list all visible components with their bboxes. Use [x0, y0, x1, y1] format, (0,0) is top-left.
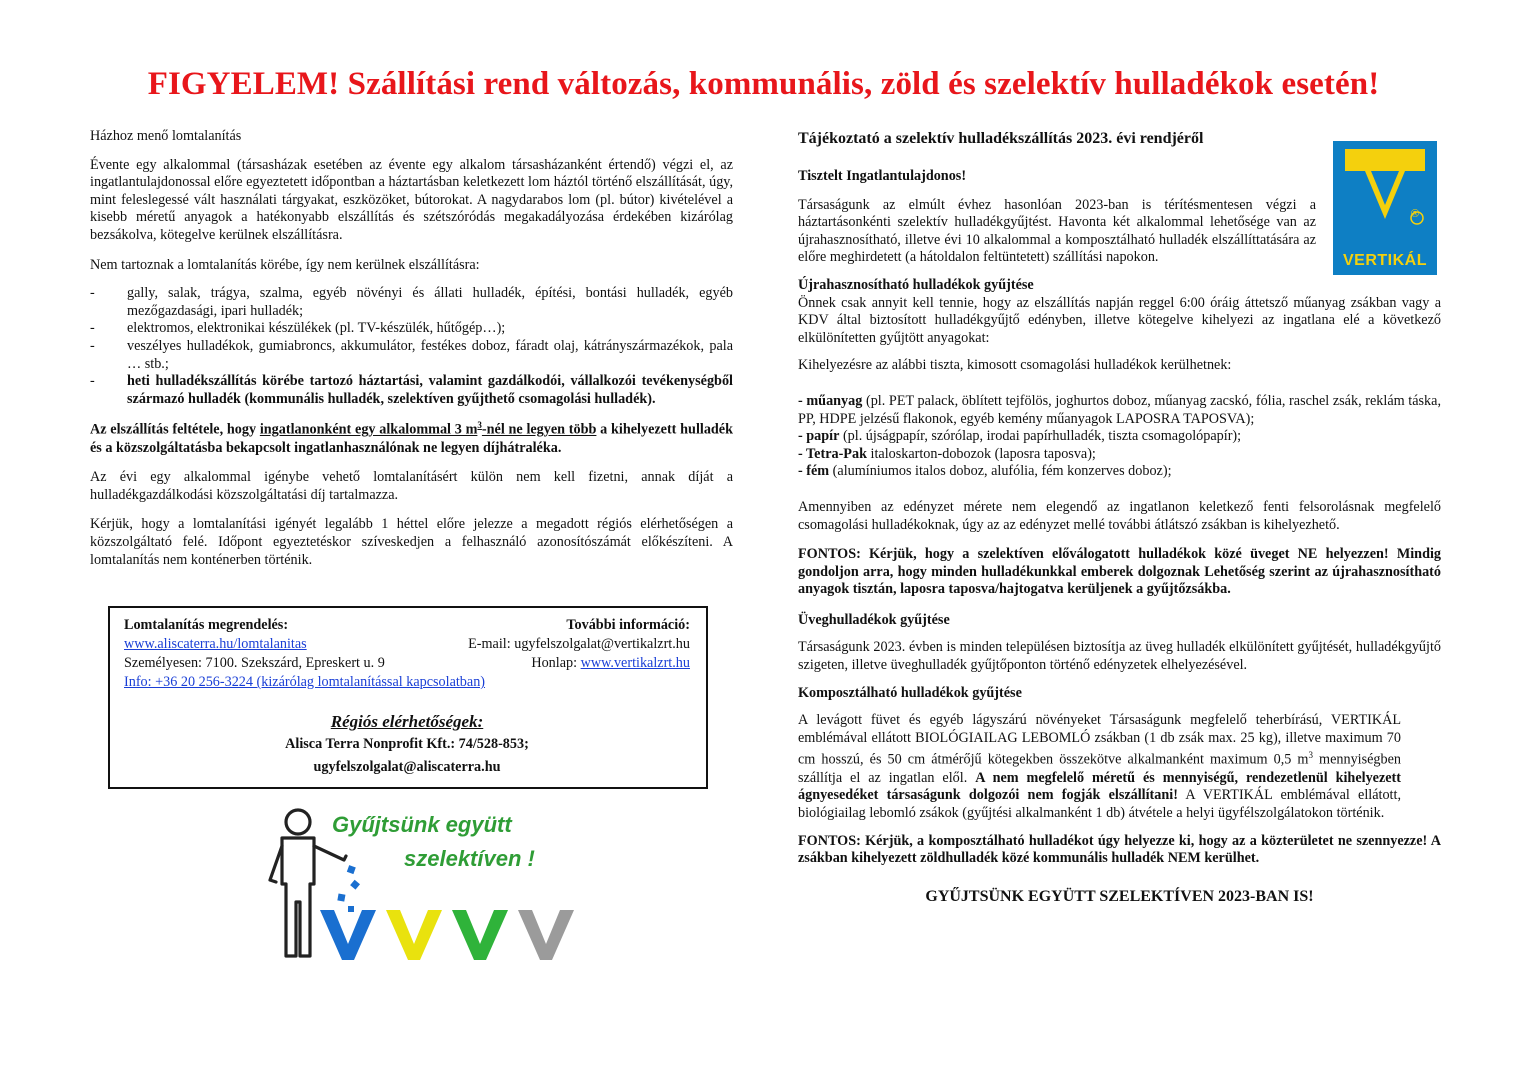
list-item: - elektromos, elektronikai készülékek (pl. TV-készülék, hűtőgép…);: [90, 320, 506, 337]
regional-title: Régiós elérhetőségek:: [330, 712, 484, 731]
compost-paragraph: A levágott füvet és egyéb lágyszárú növényeket Társaságunk megfelelő teherbírású, VERTIKÁL emblémával ellátott BIOLÓGIAILAG LEBOMLÓ zsákban (1 db zsák max. 25 kg), illetve maximum 70 cm hosszú, és 50 cm átmérőjű kötegekben összekötve alkalmanként maximum 0,5 $m^3$ mennyiségben szállítja el az ingatlan elől. A nem megfelelő méretű és mennyiségű, rendezetlenül kihelyezett ágnyesedéket társaságunk dolgozói nem fogják elszállítani! A VERTIKÁL emblémával ellátott, biológiailag lebomló zsákok (gyűjtési alkalmanként 1 db) átvétele a helyi ügyfélszolgálatokon történik.: [798, 712, 1401, 821]
bulky-waste-heading: Házhoz menő lomtalanítás: [90, 128, 242, 144]
banner-line1: Gyűjtsünk együtt: [332, 812, 512, 837]
list-item: - veszélyes hulladékok, gumiabroncs, akkumulátor, festékes doboz, fáradt olaj, kátrányszármazékok, pala … stb.;: [90, 337, 733, 372]
closing-slogan: GYŰJTSÜNK EGYÜTT SZELEKTÍVEN 2023-BAN IS!: [925, 887, 1314, 905]
exclusions-intro: Nem tartoznak a lomtalanítás körébe, így nem kerülnek elszállításra:: [90, 256, 480, 273]
contact-box: [108, 606, 708, 789]
condition-paragraph: Az elszállítás feltétele, hogy ingatlanonként egy alkalommal 3 $m^3$-nél ne legyen több a kihelyezett hulladék és a közszolgáltatásba bekapcsolt ingatlanhasználónak ne legyen díjhátraléka.: [90, 420, 733, 456]
fee-paragraph: Az évi egy alkalommal igénybe vehető lomtalanításért külön nem kell fizetni, annak díját a hulladékgazdálkodási közszolgáltatási díj tartalmazza.: [90, 469, 733, 503]
regional-line2: ugyfelszolgalat@aliscaterra.hu: [313, 759, 501, 775]
list-item: - Tetra-Pak italoskarton-dobozok (laposra taposva);: [798, 445, 1096, 462]
exclusions-list: [90, 285, 733, 408]
greeting: Tisztelt Ingatlantulajdonos!: [798, 168, 967, 184]
more-info-label: További információ:: [566, 617, 690, 633]
info-phone-link[interactable]: Info: +36 20 256-3224 (kizárólag lomtalanítással kapcsolatban): [124, 674, 486, 690]
right-column-body: [798, 168, 1441, 905]
gray-bin-icon: [518, 910, 574, 960]
bulky-waste-paragraph: Évente egy alkalommal (társasházak esetében az évente egy alkalom társasházanként értendő) végzi el, az ingatlantulajdonossal előre egyeztetett időpontban a háztartásban keletkezett lom háztól történő elszállítását, úgy, mint feleslegessé vált használati tárgyakat, eszközöket, bútorokat. A nagydarabos lom (pl. bútor) kivételével a kisebb méretű anyagok a hatékonyabb elszállítás és szétszóródás megakadályozása érdekében kizárólag bezsákolva, kötegelve kerülnek elszállításra.: [90, 156, 733, 243]
left-column: [90, 128, 733, 569]
intro-paragraph: Társaságunk az elmúlt évhez hasonlóan 2023-ban is térítésmentesen végzi a háztartásonkénti szelektív hulladékgyűjtést. Havonta két alkalommal lehetősége van az újrahasznosítható, illetve évi 10 alkalommal a komposztálható hulladék elszállíttatására az előre meghirdetett (a hátoldalon feltüntetett) szállítási napokon.: [798, 196, 1316, 266]
list-item: - fém (alumíniumos italos doboz, alufólia, fém konzerves doboz);: [798, 463, 1172, 480]
request-paragraph: Kérjük, hogy a lomtalanítási igényét legalább 1 héttel előre jelezze a megadott régiós elérhetőségen a közszolgáltató felé. Időpont egyeztetéskor szíveskedjen a felhasználó azonosítószámát előkészíteni. A lomtalanítás nem konténerben történik.: [90, 516, 733, 568]
email-text: E-mail: ugyfelszolgalat@vertikalzrt.hu: [468, 636, 690, 652]
container-paragraph: Amennyiben az edényzet mérete nem elegendő az ingatlanon keletkező fenti felsorolásnak megfelelő csomagolási hulladékoknak, úgy az az edényzet mellé további átlátszó zsákban is kihelyezhető.: [798, 498, 1441, 533]
yellow-bin-icon: [386, 910, 442, 960]
regional-line1: Alisca Terra Nonprofit Kft.: 74/528-853;: [285, 736, 529, 752]
recyclable-paragraph: Önnek csak annyit kell tennie, hogy az elszállítás napján reggel 6:00 óráig áttetsző műanyag zsákban vagy a KDV által biztosított hulladékgyűjtő edényben, illetve kötegelve kihelyezi az ingatlana elé a következő elkülönítetten gyűjtött anyagokat:: [798, 294, 1441, 346]
banner-line2: szelektíven !: [404, 846, 535, 871]
web-label: Honlap:: [531, 655, 581, 671]
selective-heading: Tájékoztató a szelektív hulladékszállítás 2023. évi rendjéről: [798, 130, 1204, 147]
compost-warning: FONTOS: Kérjük, a komposztálható hulladékot úgy helyezze ki, hogy az a közterületet ne szennyezze! A zsákban kihelyezett zöldhulladék közé kommunális hulladék NEM kerülhet.: [798, 832, 1441, 867]
recycling-banner: [262, 806, 592, 966]
blue-bin-icon: [320, 910, 376, 960]
glass-warning: FONTOS: Kérjük, hogy a szelektíven előválogatott hulladékok közé üveget NE helyezzen! Mindig gondoljon arra, hogy minden hulladékunkkal emberek dolgoznak Lehetőség szerint az újrahasznosítható anyagok tisztán, laposra taposva/hajtogatva kerüljenek a gyűjtőzsákba.: [798, 546, 1441, 598]
glass-paragraph: Társaságunk 2023. évben is minden településen biztosítja az üveg hulladék elkülönített gyűjtését, hulladékgyűjtő szigeten, illetve üveghulladék gyűjtőponton történő edényzetek elhelyezésével.: [798, 639, 1441, 674]
list-item: - gally, salak, trágya, szalma, egyéb növényi és állati hulladék, építési, bontási hulladék, egyéb mezőgazdasági, ipari hulladék;: [90, 285, 733, 319]
recycling-bins-icon: [318, 906, 588, 962]
recyclable-intro: Kihelyezésre az alábbi tiszta, kimosott csomagolási hulladékok kerülhetnek:: [798, 357, 1232, 374]
personal-address: Személyesen: 7100. Szekszárd, Epreskert u. 9: [124, 655, 385, 671]
glass-title: Üveghulladékok gyűjtése: [798, 611, 950, 628]
logo-registered: ®: [1411, 208, 1420, 220]
list-item: - heti hulladékszállítás körébe tartozó háztartási, valamint gazdálkodói, vállalkozói tevékenységből származó hulladék (kommunális hulladék, szelektíven gyűjthető csomagolási hulladék).: [90, 373, 733, 407]
list-item: - műanyag (pl. PET palack, öblített tejfölös, joghurtos doboz, műanyag zacskó, fólia, raschel zsák, reklám táska, PP, HDPE jelzésű flakonok, egyéb kemény műanyagok LAPOSRA TAPOSVA);: [798, 392, 1441, 427]
web-link[interactable]: www.vertikalzrt.hu: [580, 655, 690, 671]
recyclable-title: Újrahasznosítható hulladékok gyűjtése: [798, 276, 1034, 293]
compost-title: Komposztálható hulladékok gyűjtése: [798, 684, 1022, 701]
order-label: Lomtalanítás megrendelés:: [124, 617, 289, 633]
page-title: FIGYELEM! Szállítási rend változás, kommunális, zöld és szelektív hulladékok esetén!: [147, 66, 1380, 102]
list-item: - papír (pl. újságpapír, szórólap, irodai papírhulladék, tiszta csomagolópapír);: [798, 428, 1242, 445]
logo-text: VERTIKÁL: [1343, 252, 1427, 269]
recyclable-list: [798, 393, 1441, 481]
green-bin-icon: [452, 910, 508, 960]
order-link[interactable]: www.aliscaterra.hu/lomtalanitas: [124, 636, 307, 652]
